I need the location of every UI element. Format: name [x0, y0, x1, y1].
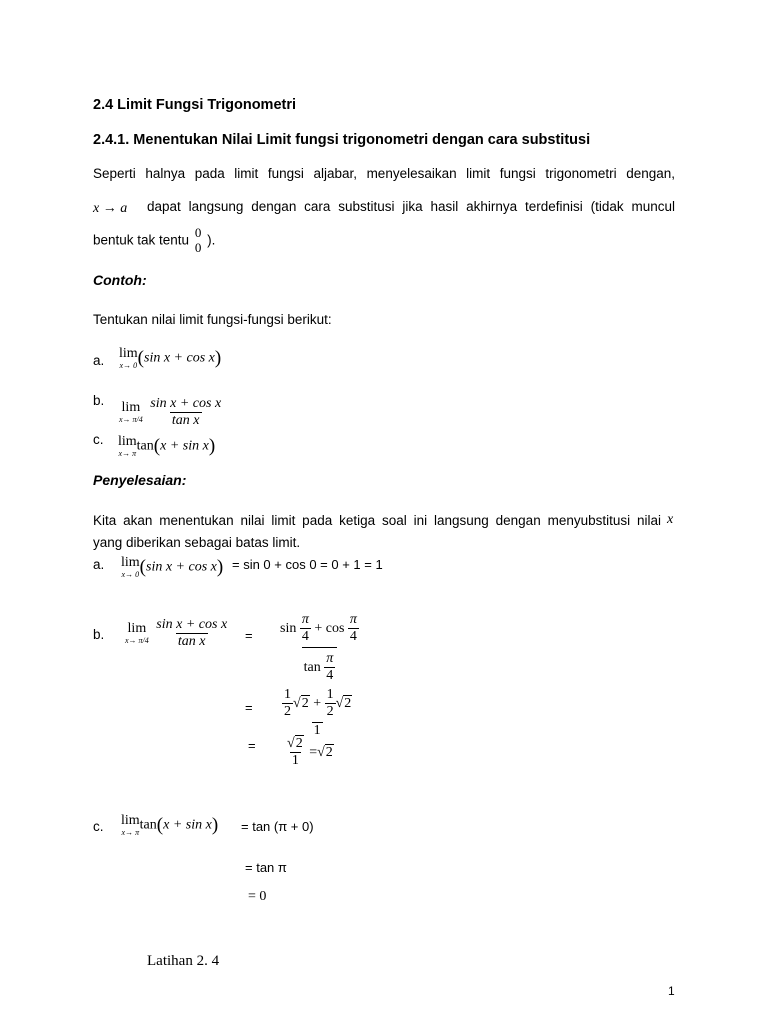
example-c-expression	[118, 435, 215, 458]
solution-c-step-3: = 0	[248, 889, 267, 904]
pi-symbol: π	[326, 651, 334, 667]
solution-b-equals-1: =	[245, 628, 253, 643]
lim-text: lim	[121, 400, 141, 416]
example-b-label: b.	[93, 393, 105, 408]
step-3-fraction	[285, 736, 306, 769]
example-prompt: Tentukan nilai limit fungsi-fungsi berikut:	[93, 312, 332, 327]
solution-b-limit	[125, 617, 229, 650]
example-c-label: c.	[93, 432, 104, 447]
intro-line-3-start: bentuk tak tentu	[93, 232, 190, 248]
solution-heading: Penyelesaian:	[93, 472, 187, 488]
example-b-fraction	[148, 396, 223, 429]
radicand: 2	[295, 736, 303, 751]
solution-line-2: yang diberikan sebagai batas limit.	[93, 535, 301, 550]
plus-cos: + cos	[314, 620, 345, 636]
limit-operator	[121, 814, 140, 837]
pi-over-four	[348, 612, 359, 645]
solution-c-step-1: = tan (π + 0)	[241, 819, 314, 834]
solution-b-label: b.	[93, 627, 105, 642]
radicand: 2	[344, 695, 352, 711]
step-1-numerator	[276, 612, 363, 647]
sqrt-two: √2	[287, 736, 303, 751]
fraction-denominator: tan x	[177, 634, 206, 650]
intro-arrow-expr: x → a	[93, 201, 128, 216]
pi-over-four	[300, 612, 311, 645]
sqrt-two: √2	[317, 744, 333, 760]
intro-line-1: Seperti halnya pada limit fungsi aljabar, menyelesaikan limit fungsi trigonometri dengan,	[93, 166, 675, 181]
two-digit: 2	[326, 704, 334, 720]
lim-text: lim	[119, 346, 138, 361]
close-paren: )	[216, 556, 224, 578]
tan-function: tan	[303, 660, 321, 675]
limit-operator	[125, 622, 149, 645]
tan-function: tan	[139, 817, 157, 833]
example-c-body: x + sin x	[160, 438, 209, 454]
solution-b-step-2	[280, 687, 354, 739]
radicand: 2	[325, 744, 333, 760]
lim-text: lim	[118, 434, 137, 449]
open-paren: (	[139, 556, 146, 578]
lim-subscript: x→ π	[121, 828, 140, 837]
one-digit: 1	[326, 687, 334, 702]
open-paren: (	[137, 347, 144, 369]
sqrt-two: √2	[293, 695, 309, 711]
plus-sign: +	[313, 695, 322, 711]
intro-line-3	[93, 226, 215, 256]
lim-subscript: x→ π/4	[119, 415, 143, 425]
limit-operator	[119, 347, 138, 370]
example-heading: Contoh:	[93, 272, 147, 288]
lim-text: lim	[121, 813, 140, 828]
half-fraction	[325, 687, 336, 720]
open-paren: (	[153, 435, 161, 457]
close-paren: )	[214, 347, 222, 369]
close-paren: )	[208, 435, 216, 457]
lim-subscript: x→ π/4	[125, 636, 149, 646]
four-digit: 4	[326, 668, 334, 684]
one-digit: 1	[284, 687, 291, 702]
exercise-title: Latihan 2. 4	[147, 953, 220, 969]
step-3-denominator: 1	[291, 753, 299, 769]
page-number: 1	[668, 984, 675, 998]
lim-subscript: x→ 0	[119, 361, 138, 370]
lim-text: lim	[127, 621, 147, 637]
pi-over-four	[324, 651, 335, 684]
solution-b-step-3	[285, 736, 334, 769]
limit-operator	[118, 435, 137, 458]
zero-over-zero-fraction	[193, 226, 204, 256]
example-b-expression	[119, 396, 223, 429]
example-a-expression	[119, 347, 221, 370]
step-3-numerator	[285, 736, 306, 752]
step-2-numerator	[280, 687, 354, 722]
solution-b-equals-3: =	[248, 738, 256, 753]
step-1-big-fraction	[276, 612, 363, 684]
sin-function: sin	[280, 620, 297, 636]
solution-a-limit	[121, 556, 223, 579]
solution-c-body: x + sin x	[163, 817, 212, 833]
lim-subscript: x→ π	[118, 449, 137, 458]
limit-operator	[119, 401, 143, 424]
fraction-numerator: sin x + cos x	[156, 617, 228, 632]
lim-subscript: x→ 0	[121, 570, 140, 579]
radicand: 2	[301, 695, 309, 711]
solution-c-limit	[121, 814, 218, 837]
solution-a-body: sin x + cos x	[146, 559, 217, 575]
close-paren: )	[211, 814, 219, 836]
solution-c-label: c.	[93, 819, 104, 834]
solution-line-1: Kita akan menentukan nilai limit pada ketiga soal ini langsung dengan menyubstitusi nilai	[93, 513, 661, 528]
solution-line-1-var: x	[667, 512, 674, 527]
sqrt-two: √2	[335, 695, 352, 711]
solution-b-fraction	[154, 617, 229, 650]
section-title: 2.4 Limit Fungsi Trigonometri	[93, 97, 297, 113]
intro-line-2: dapat langsung dengan cara substitusi jika hasil akhirnya terdefinisi (tidak muncul	[147, 199, 675, 214]
limit-operator	[121, 556, 140, 579]
pi-symbol: π	[301, 612, 309, 627]
tan-function: tan	[136, 438, 154, 454]
fraction-numerator: 0	[194, 225, 202, 240]
fraction-denominator: 0	[194, 239, 202, 255]
equals-sign: =	[309, 744, 318, 760]
four-digit: 4	[301, 629, 309, 645]
fraction-numerator: sin x + cos x	[150, 396, 222, 411]
solution-c-step-2: = tan π	[245, 860, 287, 875]
open-paren: (	[156, 814, 164, 836]
solution-b-equals-2: =	[245, 700, 253, 715]
lim-text: lim	[121, 555, 140, 570]
subsection-title: 2.4.1. Menentukan Nilai Limit fungsi trigonometri dengan cara substitusi	[93, 132, 591, 148]
pi-symbol: π	[349, 612, 357, 627]
example-a-label: a.	[93, 353, 105, 368]
solution-a-label: a.	[93, 557, 105, 572]
solution-b-step-1	[276, 612, 363, 684]
step-2-big-fraction	[280, 687, 354, 739]
step-1-denominator	[302, 647, 338, 684]
example-a-body: sin x + cos x	[144, 350, 215, 366]
two-digit: 2	[284, 704, 291, 720]
four-digit: 4	[349, 629, 357, 645]
intro-line-3-end: ).	[207, 232, 216, 248]
step-2-denominator: 1	[313, 723, 321, 739]
fraction-denominator: tan x	[171, 413, 200, 429]
half-fraction	[282, 687, 293, 720]
solution-a-result: = sin 0 + cos 0 = 0 + 1 = 1	[232, 557, 383, 572]
